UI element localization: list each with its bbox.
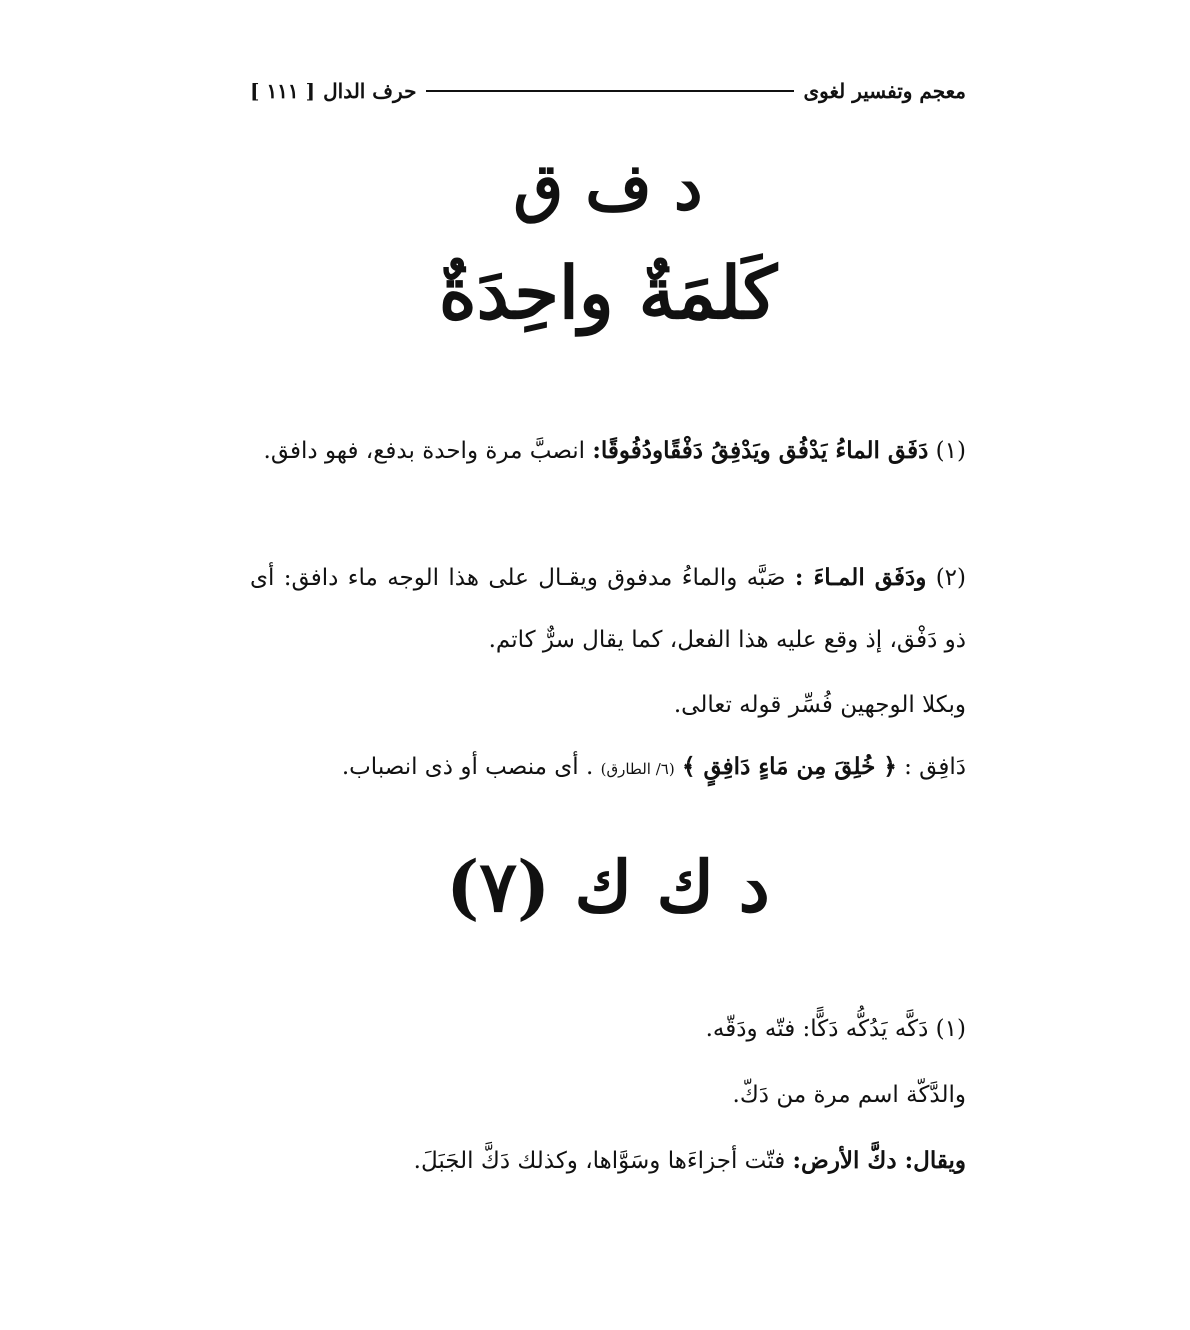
lemma: ودَفَق المـاءَ : <box>794 564 927 591</box>
quran-citation-paragraph <box>250 736 966 800</box>
definition-paragraph <box>250 547 966 671</box>
verse-reference: (٦/ الطارق) <box>600 760 675 778</box>
definition-text: دَكَّه يَدُكُّه دَكًّا: فتّه ودَقّه. <box>705 1016 929 1042</box>
chapter-title: حرف الدال <box>323 79 417 103</box>
entry-number: (٢) <box>935 565 967 591</box>
cited-word: دَافِق : <box>904 754 966 780</box>
commentary-paragraph: والدَّكّة اسم مرة من دَكّ. <box>732 1082 966 1108</box>
definition-text: . أى منصب أو ذى انصباب. <box>341 754 594 780</box>
lemma: ويقال: دكَّ الأرض: <box>792 1147 966 1174</box>
word-count-heading: كَلمَةٌ واحِدَةٌ <box>438 250 778 335</box>
definition-text: فتّت أجزاءَها وسَوَّاها، وكذلك دَكَّ الجَبَلَ. <box>413 1148 786 1174</box>
entry-number: (١) <box>935 438 966 464</box>
entry-number: (١) <box>935 1016 966 1042</box>
definition-text: صَبَّه والماءُ مدفوق ويقـال على هذا الوجه ماء دافق: أى ذو دَفْق، إذ وقع عليه هذا الفعل، كما يقال سرٌّ كاتم. <box>250 565 966 653</box>
book-title: معجم وتفسير لغوى <box>803 79 966 103</box>
quran-verse: ﴿ خُلِقَ مِن مَاءٍ دَافِقٍ ﴾ <box>682 753 897 780</box>
definition-paragraph <box>250 998 966 1060</box>
running-head <box>250 76 966 106</box>
root-heading-dfq: د ف ق <box>513 150 703 225</box>
definition-paragraph <box>250 420 966 482</box>
commentary-paragraph: وبكلا الوجهين فُسِّر قوله تعالى. <box>673 692 966 718</box>
root-heading-dkk: د ك ك (٧) <box>446 845 770 928</box>
lemma: دَفَق الماءُ يَدْفُق ويَدْفِقُ دَفْقًاودُفُوقًا: <box>592 437 929 464</box>
page-number: [ ١١١ ] <box>250 79 316 103</box>
definition-paragraph <box>250 1130 966 1192</box>
header-rule <box>426 90 793 92</box>
definition-text: انصبَّ مرة واحدة بدفع، فهو دافق. <box>263 438 586 464</box>
